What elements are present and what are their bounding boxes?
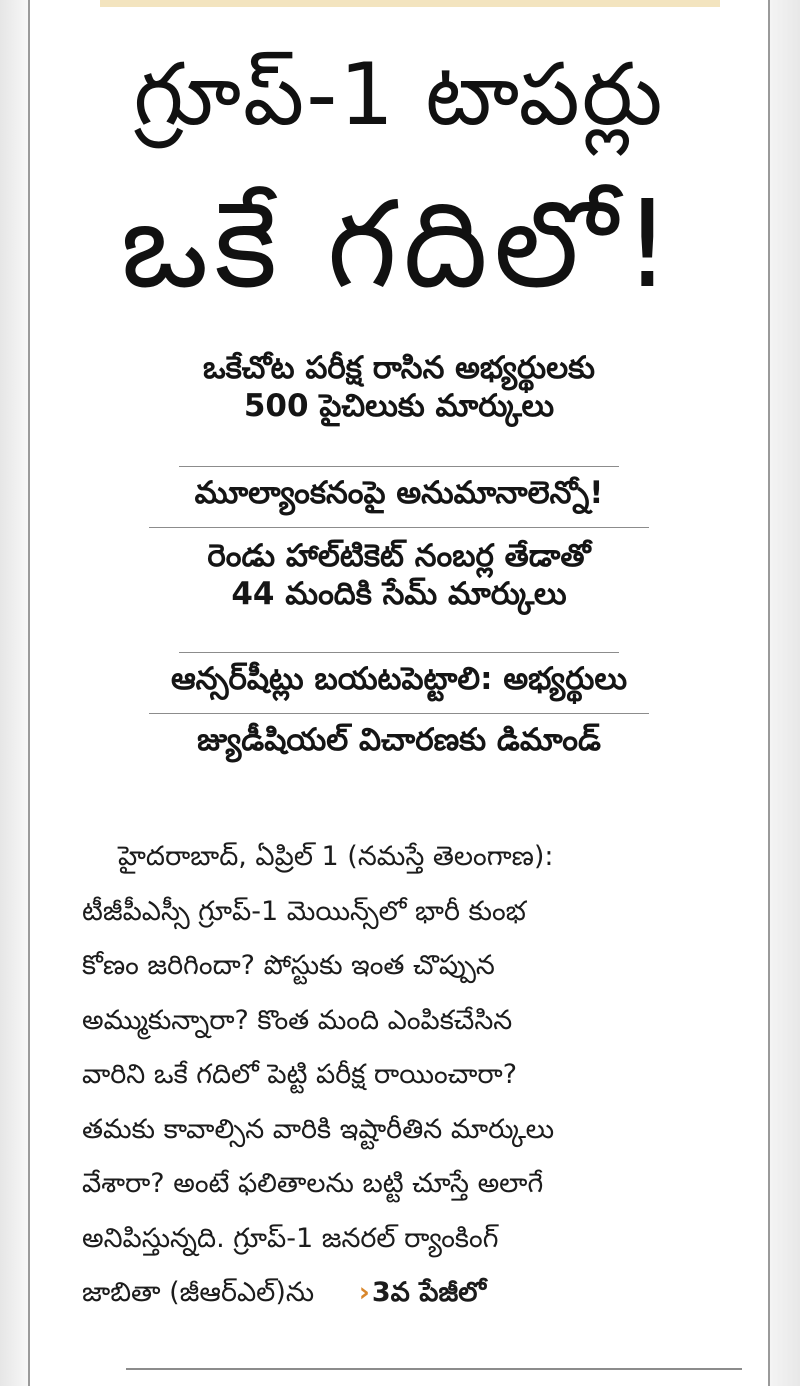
deck-3 [30, 528, 768, 652]
subheadline-decks [30, 350, 768, 774]
deck-1-line-2: 500 పైచిలుకు మార్కులు [243, 387, 555, 424]
continued-on-page-text: 3వ పేజీలో [371, 1277, 486, 1308]
deck-3-line-2: 44 మందికి సేమ్‌ మార్కులు [231, 575, 567, 612]
deck-2 [30, 467, 768, 527]
body-line: కోణం జరిగిందా? పోస్టుకు ఇంత చొప్పున [82, 950, 495, 981]
article-body [82, 830, 722, 1321]
deck-1 [30, 350, 768, 466]
body-line: టీజీపీఎస్సీ గ్రూప్‌-1 మెయిన్స్‌లో భారీ కుంభ [82, 895, 526, 927]
news-article [30, 0, 768, 1386]
bottom-rule [126, 1368, 742, 1370]
body-line: వేశారా? అంటే ఫలితాలను బట్టి చూస్తే అలాగే [82, 1168, 544, 1199]
page-edge-right [770, 0, 800, 1386]
deck-4-line-1: ఆన్సర్‌షీట్లు బయటపెట్టాలి: అభ్యర్థులు [170, 661, 628, 697]
continued-on-page-link[interactable] [359, 1266, 486, 1321]
headline-line-2: ఒకే గదిలో! [120, 176, 678, 315]
deck-5-line-1: జ్యుడీషియల్‌ విచారణకు డిమాండ్‌ [197, 722, 601, 758]
body-last-line [82, 1266, 722, 1321]
deck-5 [30, 714, 768, 774]
deck-1-line-1: ఒకేచోట పరీక్ష రాసిన అభ్యర్థులకు [202, 350, 596, 386]
body-line: తమకు కావాల్సిన వారికి ఇష్టారీతిన మార్కులు [82, 1113, 555, 1145]
body-line: అమ్ముకున్నారా? కొంత మంది ఎంపికచేసిన [82, 1004, 513, 1036]
page-edge-left [0, 0, 28, 1386]
headline-line-1: గ్రూప్‌-1 టాపర్లు [133, 45, 665, 145]
body-line: అనిపిస్తున్నది. గ్రూప్‌-1 జనరల్‌ ర్యాంకింగ్‌ [82, 1222, 499, 1254]
deck-4 [30, 653, 768, 713]
body-last-line-text: జాబితా (జీఆర్‌ఎల్‌)ను [82, 1277, 315, 1308]
body-line: వారిని ఒకే గదిలో పెట్టి పరీక్ష రాయించారా? [82, 1059, 518, 1090]
deck-3-line-1: రెండు హాల్‌టికెట్‌ నంబర్ల తేడాతో [207, 538, 591, 574]
deck-2-line-1: మూల్యాంకనంపై అనుమానాలెన్నో! [194, 475, 604, 511]
body-line: హైదరాబాద్‌, ఏప్రిల్‌ 1 (నమస్తే తెలంగాణ): [118, 841, 554, 872]
chevron-right-icon: › [358, 1277, 370, 1308]
